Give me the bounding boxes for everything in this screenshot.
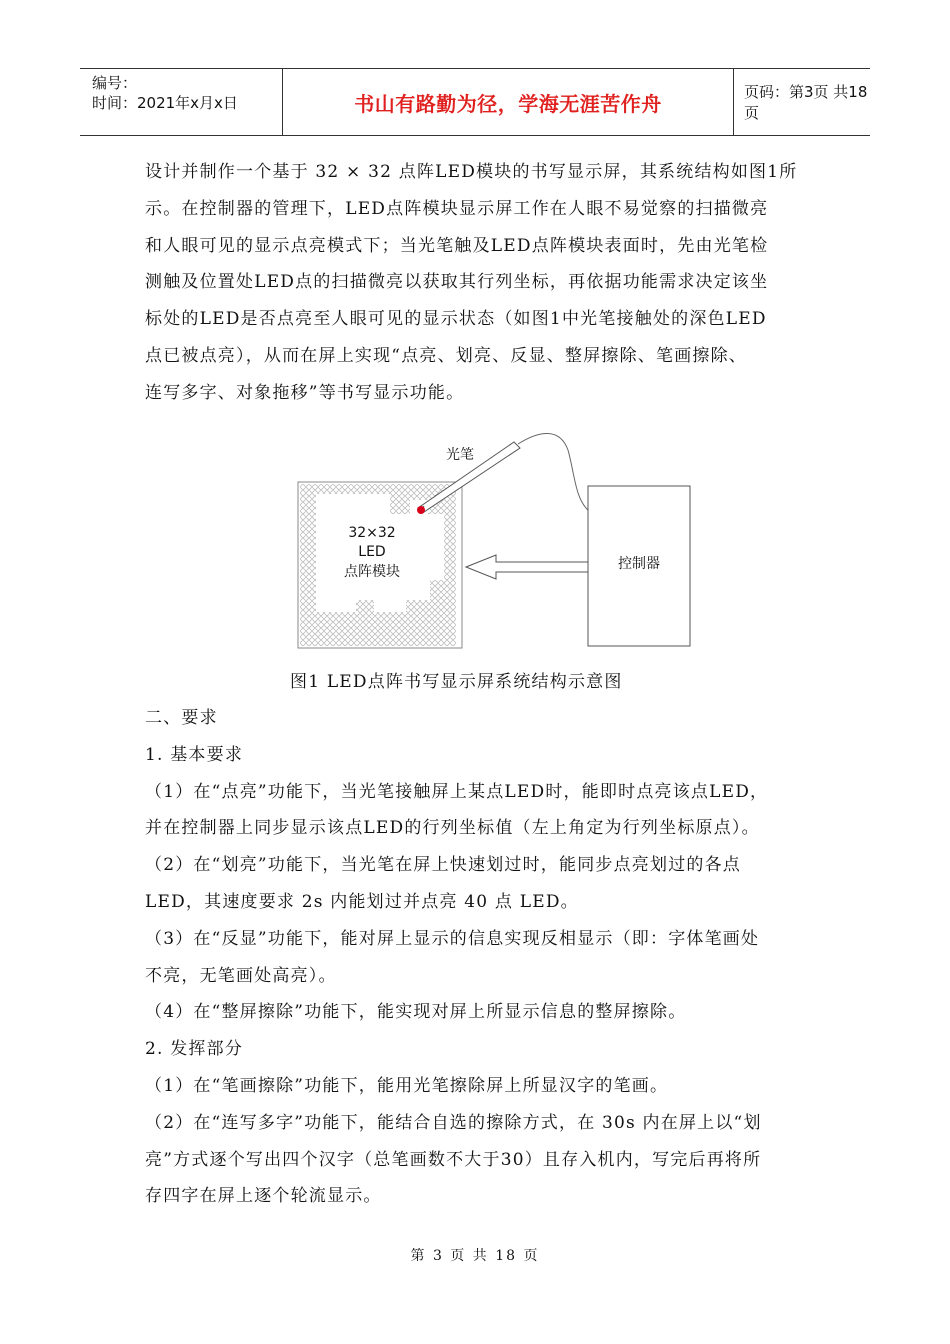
header-meta	[80, 69, 282, 135]
requirement-line: （1）在“笔画擦除”功能下，能用光笔擦除屏上所显汉字的笔画。	[145, 1075, 669, 1096]
intro-paragraph	[145, 154, 810, 412]
page-header	[80, 68, 870, 136]
header-page-info: 页码：第3页 共18页	[744, 83, 868, 122]
requirements-heading: 二、要求	[145, 708, 218, 728]
module-label-size: 32×32	[348, 525, 396, 541]
system-structure-figure	[290, 430, 710, 660]
requirement-line: 亮”方式逐个写出四个汉字（总笔画数不大于30）且存入机内，写完后再将所	[145, 1149, 762, 1170]
intro-line: 设计并制作一个基于 32 × 32 点阵LED模块的书写显示屏，其系统结构如图1所	[145, 162, 798, 182]
basic-requirements-heading: 1. 基本要求	[145, 744, 244, 765]
requirement-line: 存四字在屏上逐个轮流显示。	[145, 1186, 382, 1207]
module-label-name: 点阵模块	[344, 564, 400, 580]
requirement-line: （2）在“划亮”功能下，当光笔在屏上快速划过时，能同步点亮划过的各点	[145, 855, 741, 876]
figure-caption: 图1 LED点阵书写显示屏系统结构示意图	[290, 672, 623, 692]
intro-line: 和人眼可见的显示点亮模式下；当光笔触及LED点阵模块表面时，先由光笔检	[145, 235, 769, 256]
control-arrow	[466, 555, 588, 579]
intro-line: 连写多字、对象拖移”等书写显示功能。	[145, 382, 465, 403]
intro-line: 测触及位置处LED点的扫描微亮以获取其行列坐标，再依据功能需求决定该坐	[145, 272, 769, 293]
pen-label: 光笔	[446, 447, 474, 463]
document-time-label: 时间：2021年x月x日	[92, 94, 238, 112]
requirement-line: 并在控制器上同步显示该点LED的行列坐标值（左上角定为行列坐标原点）。	[145, 818, 760, 839]
controller-label: 控制器	[618, 556, 660, 572]
requirement-line: （4）在“整屏擦除”功能下，能实现对屏上所显示信息的整屏擦除。	[145, 1002, 687, 1023]
module-label-led: LED	[358, 544, 386, 560]
requirement-line: 不亮，无笔画处高亮）。	[145, 965, 337, 986]
requirements-section	[145, 700, 810, 1215]
requirement-line: （3）在“反显”功能下，能对屏上显示的信息实现反相显示（即：字体笔画处	[145, 928, 760, 949]
header-motto-cell	[282, 69, 734, 135]
extended-requirements-heading: 2. 发挥部分	[145, 1039, 244, 1060]
intro-line: 标处的LED是否点亮至人眼可见的显示状态（如图1中光笔接触处的深色LED	[145, 309, 767, 330]
intro-line: 点已被点亮），从而在屏上实现“点亮、划亮、反显、整屏擦除、笔画擦除、	[145, 345, 747, 366]
requirement-line: （2）在“连写多字”功能下，能结合自选的擦除方式，在 30s 内在屏上以“划	[145, 1112, 762, 1133]
intro-line: 示。在控制器的管理下，LED点阵模块显示屏工作在人眼不易觉察的扫描微亮	[145, 198, 769, 219]
document-number-label: 编号：	[92, 74, 138, 92]
pen-cable	[518, 433, 590, 512]
header-motto: 书山有路勤为径，学海无涯苦作舟	[354, 91, 662, 116]
requirement-line: （1）在“点亮”功能下，当光笔接触屏上某点LED时，能即时点亮该点LED，	[145, 781, 769, 802]
requirement-line: LED，其速度要求 2s 内能划过并点亮 40 点 LED。	[145, 891, 579, 912]
page-footer: 第 3 页 共 18 页	[410, 1248, 540, 1264]
header-page-info-cell	[734, 69, 870, 135]
lit-led-dot	[417, 506, 425, 514]
